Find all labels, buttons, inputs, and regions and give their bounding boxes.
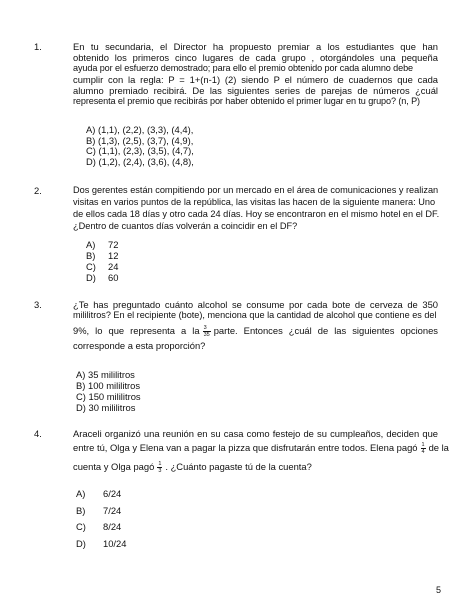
q4-option-d-value: 10/24	[103, 538, 127, 549]
q2-option-d-value: 60	[108, 272, 119, 283]
q3-line-3-post: parte. Entonces ¿cuál de las siguientes opciones	[213, 325, 438, 336]
q1-line-1: En tu secundaria, el Director ha propuesto premiar a los estudiantes que han	[73, 41, 438, 52]
q4-option-d[interactable]	[76, 539, 86, 550]
q1-option-d[interactable]: D) (1,2), (2,4), (3,6), (4,8),	[86, 155, 194, 167]
q4-line-2	[73, 440, 449, 456]
q2-option-c-letter: C)	[86, 261, 96, 272]
q3-fraction	[203, 325, 211, 338]
q3-fraction-numerator: 3	[203, 325, 211, 332]
q4-fraction-1-denominator: 4	[421, 449, 425, 456]
q4-option-a[interactable]	[76, 489, 85, 500]
q2-option-a[interactable]	[86, 240, 95, 251]
q2-option-b-value: 12	[108, 250, 119, 261]
q4-fraction-1-numerator: 1	[421, 442, 425, 449]
q4-fraction-2	[157, 461, 162, 474]
q1-option-c[interactable]: C) (1,1), (2,3), (3,5), (4,7),	[86, 145, 194, 156]
q1-line-5: alumno premiado recibirá. De las siguientes series de parejas de números ¿cuál	[73, 85, 438, 96]
q2-line-1: Dos gerentes están compitiendo por un mercado en el área de comunicaciones y realizan	[73, 185, 439, 195]
q2-option-a-value: 72	[108, 239, 119, 250]
q4-option-c[interactable]	[76, 522, 86, 533]
q4-option-a-letter: A)	[76, 488, 86, 499]
q2-option-d[interactable]	[86, 273, 96, 284]
q4-line-1: Araceli organizó una reunión en su casa como festejo de su cumpleaños, deciden que	[73, 428, 438, 439]
q2-option-b[interactable]	[86, 251, 95, 262]
q2-option-c[interactable]	[86, 262, 96, 273]
q2-line-2: visitas en varios puntos de la república, las visitas las hacen de la siguiente manera: Uno	[73, 197, 436, 207]
q4-option-d-letter: D)	[76, 538, 86, 549]
q4-line-2-pre: entre tú, Olga y Elena van a pagar la pizza que disfrutarán entre todos. Elena pagó	[73, 442, 418, 453]
q2-number: 2.	[34, 185, 42, 196]
q3-number: 3.	[34, 299, 42, 310]
q3-line-3	[73, 323, 438, 339]
q2-option-b-letter: B)	[86, 250, 96, 261]
q3-line-3-pre: 9%, lo que representa a la	[73, 325, 200, 336]
q3-line-1: ¿Te has preguntado cuánto alcohol se consume por cada bote de cerveza de 350	[73, 299, 438, 310]
q1-line-4: cumplir con la regla: P = 1+(n-1) (2) siendo P el número de cuadernos que cada	[73, 74, 438, 85]
q3-option-a[interactable]: A) 35 mililitros	[76, 369, 135, 380]
q1-option-b[interactable]: B) (1,3), (2,5), (3,7), (4,9),	[86, 134, 194, 146]
q4-option-c-value: 8/24	[103, 521, 122, 532]
q4-fraction-2-numerator: 1	[158, 461, 162, 468]
q4-fraction-1	[421, 442, 426, 455]
q4-line-3-post: . ¿Cuánto pagaste tú de la cuenta?	[165, 461, 312, 472]
q2-option-c-value: 24	[108, 261, 119, 272]
q3-option-c[interactable]: C) 150 mililitros	[76, 391, 141, 402]
q4-line-3	[73, 459, 312, 475]
q2-option-a-letter: A)	[86, 239, 96, 250]
q1-line-2: obtenido los primeros cinco lugares de cada grupo , otorgándoles una pequeña	[73, 52, 438, 63]
q2-option-d-letter: D)	[86, 272, 96, 283]
q1-option-a[interactable]: A) (1,1), (2,2), (3,3), (4,4),	[86, 124, 194, 135]
q1-line-6: representa el premio que recibirás por haber obtenido el primer lugar en tu grupo? (n, P)	[73, 96, 420, 106]
q4-number: 4.	[34, 428, 42, 439]
q3-fraction-denominator: 35	[203, 332, 210, 339]
q3-line-2: mililitros? En el recipiente (bote), menciona que la cantidad de alcohol que contiene es del	[73, 310, 437, 320]
q1-number: 1.	[34, 41, 42, 52]
q3-line-4: corresponde a esta proporción?	[73, 340, 206, 351]
q2-line-3: de ellos cada 18 días y otro cada 24 días. Hoy se encontraron en el mismo hotel en el DF.	[73, 209, 440, 219]
q4-option-b-letter: B)	[76, 505, 86, 516]
q4-option-b[interactable]	[76, 506, 85, 517]
q4-option-c-letter: C)	[76, 521, 86, 532]
q4-fraction-2-denominator: 3	[158, 468, 162, 475]
q4-option-b-value: 7/24	[103, 505, 122, 516]
q4-option-a-value: 6/24	[103, 488, 122, 499]
page-number: 5	[436, 585, 442, 595]
q2-line-4: ¿Dentro de cuantos días volverán a coincidir en el DF?	[73, 221, 298, 231]
q4-line-3-pre: cuenta y Olga pagó	[73, 461, 155, 472]
q3-option-b[interactable]: B) 100 mililitros	[76, 380, 141, 391]
q3-option-d[interactable]: D) 30 mililitros	[76, 402, 136, 413]
q4-line-2-post: de la	[428, 442, 449, 453]
q1-line-3: ayuda por el esfuerzo demostrado; para ello el premio obtenido por cada alumno debe	[73, 63, 414, 73]
